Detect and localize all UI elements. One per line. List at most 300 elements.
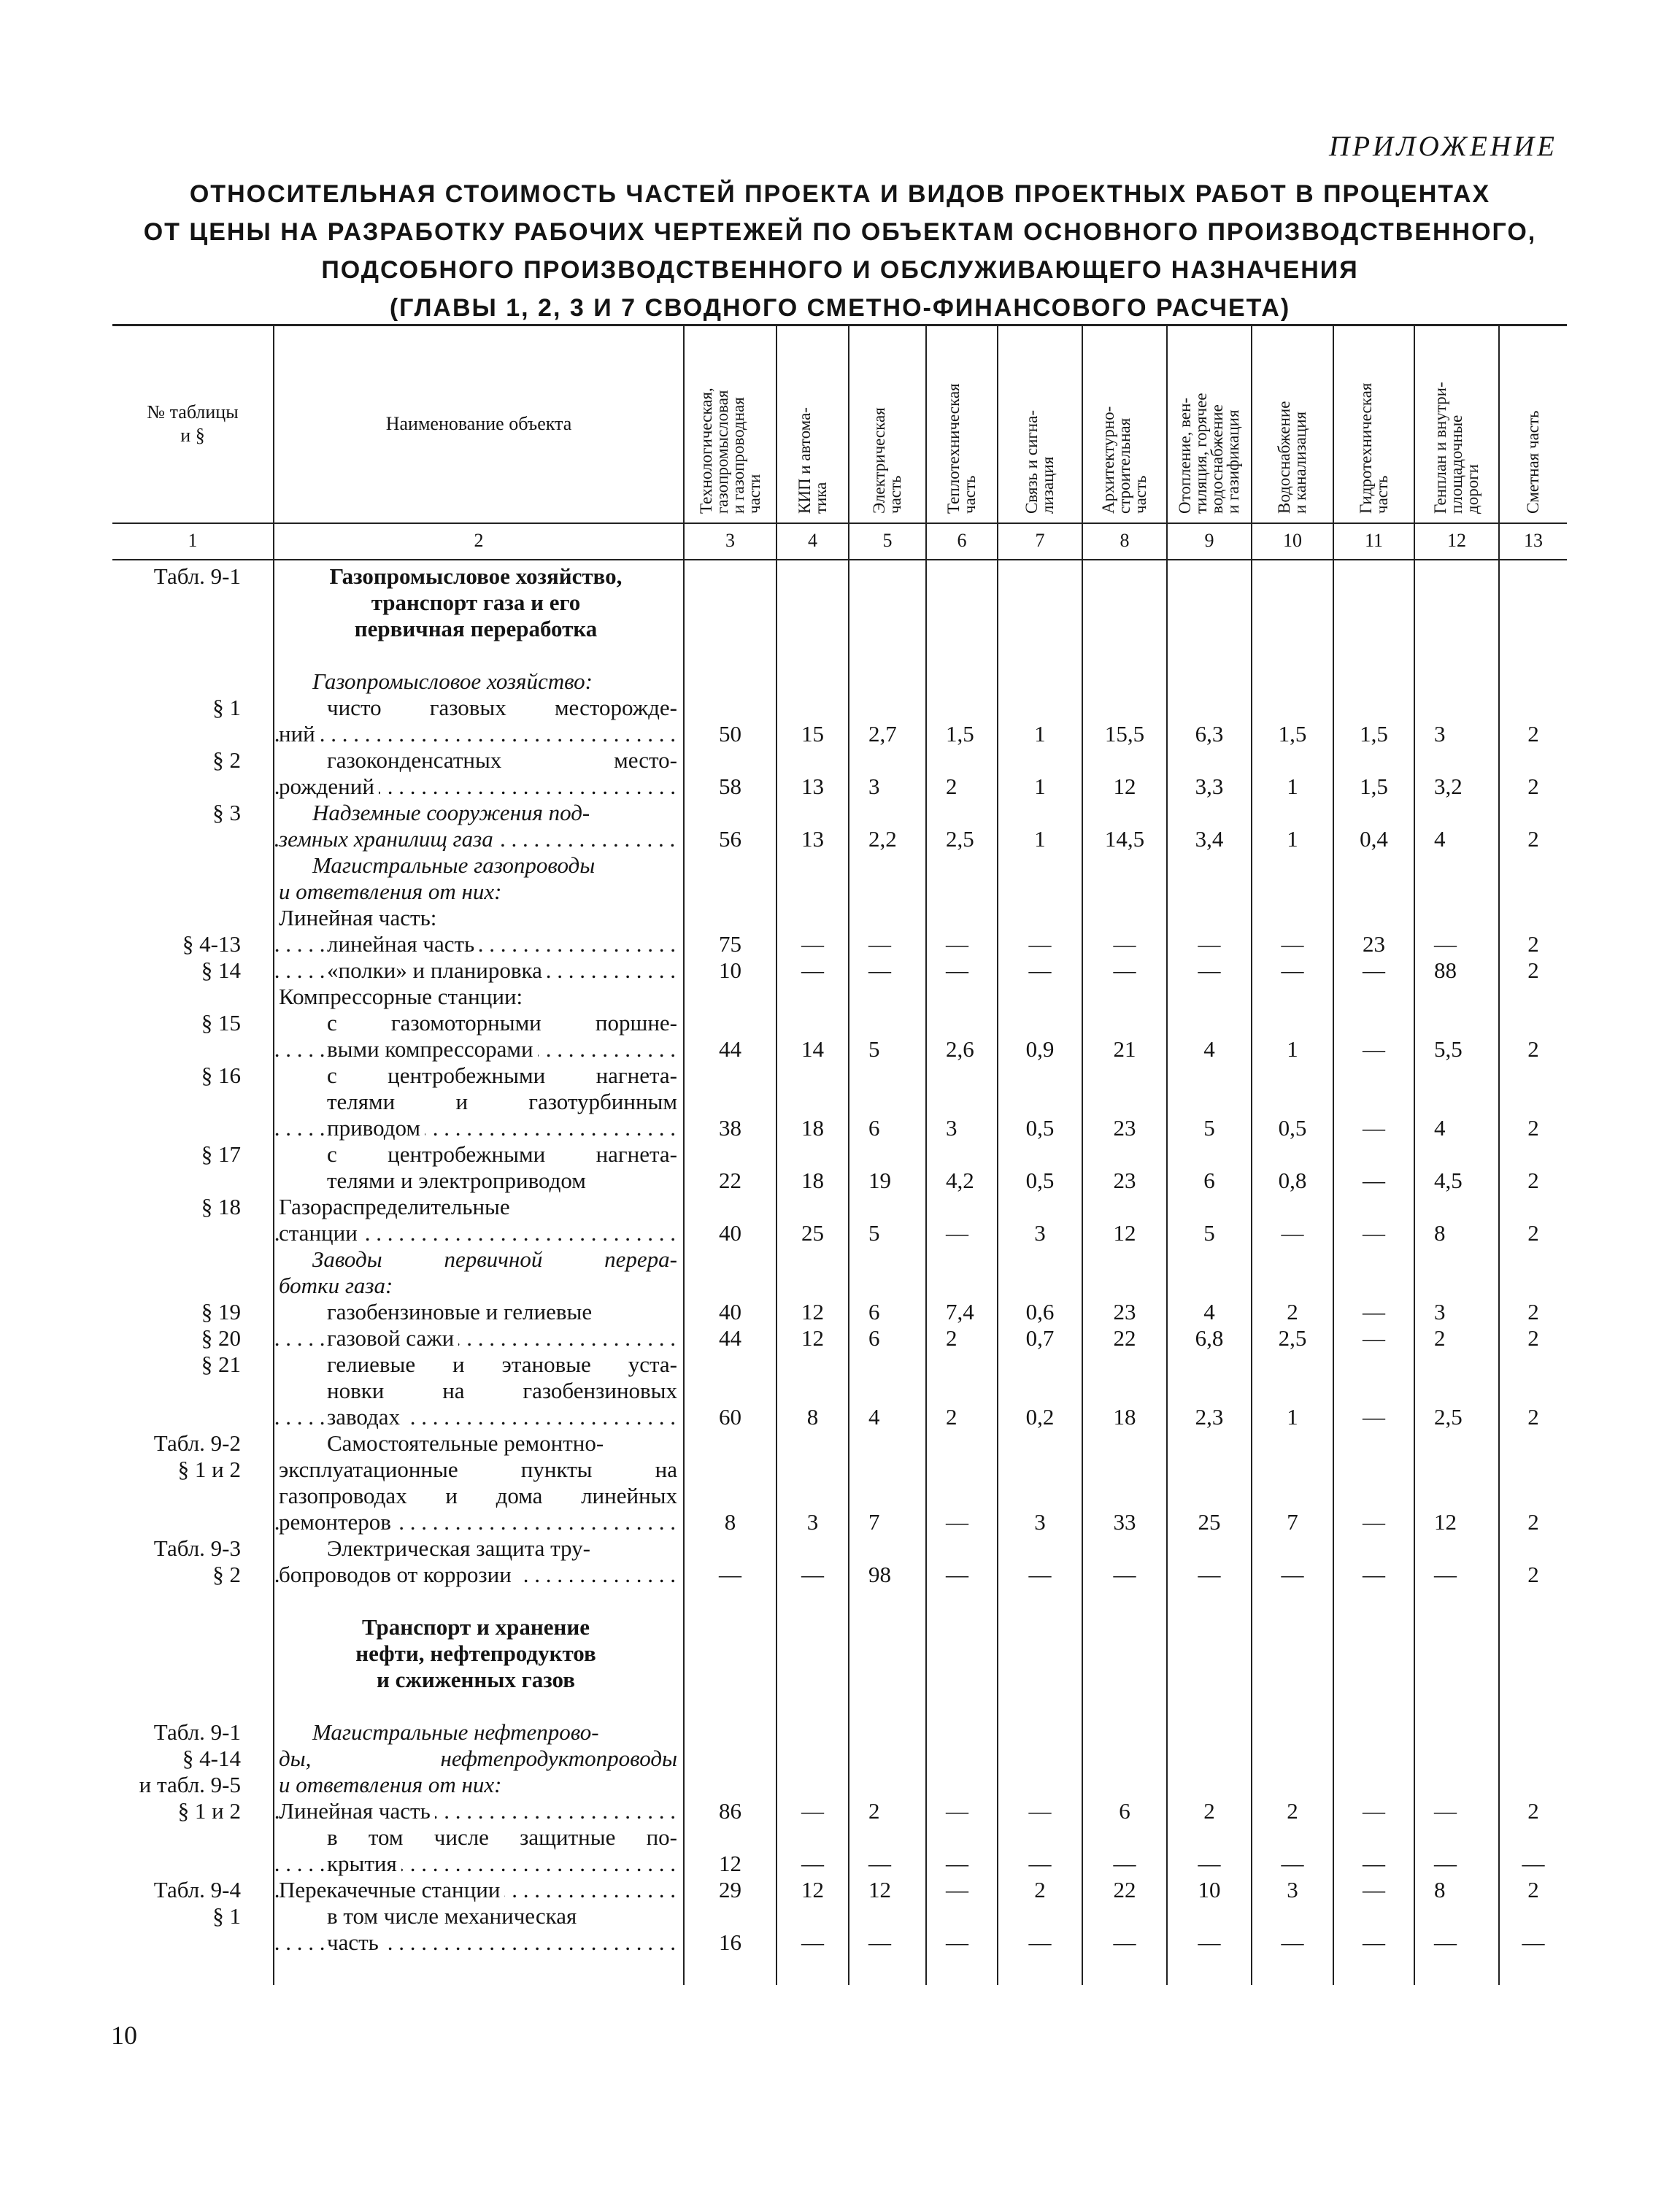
table-cell: [685, 1640, 776, 1667]
table-ref: [112, 1483, 273, 1509]
table-cell: [1415, 1378, 1498, 1404]
object-name-text: ний: [279, 721, 320, 747]
table-cell: [777, 852, 848, 879]
header-vertical-line: часть: [1372, 475, 1391, 514]
table-cell: [1083, 1535, 1166, 1562]
table-cell: —: [1198, 957, 1221, 983]
table-body: [112, 563, 1567, 1985]
header-vertical-line: тиляция, горячее: [1192, 393, 1210, 514]
table-cell: 22: [1113, 1877, 1136, 1902]
table-cell: [927, 1772, 997, 1798]
table-cell: [849, 1246, 925, 1273]
object-name-text: телями и электроприводом: [327, 1168, 586, 1193]
header-vertical-line: Связь и сигна-: [1022, 410, 1041, 514]
table-cell: [1415, 1430, 1498, 1457]
title-line: ПОДСОБНОГО ПРОИЗВОДСТВЕННОГО И ОБСЛУЖИВАЮЩЕГО НАЗНАЧЕНИЯ: [321, 256, 1359, 284]
table-cell: —: [719, 1562, 741, 1587]
table-cell: 2: [946, 774, 957, 799]
table-cell: 23: [1113, 1168, 1136, 1193]
object-name: [274, 1640, 683, 1667]
table-cell: [1168, 695, 1251, 721]
table-cell: 38: [719, 1115, 741, 1141]
header-vertical-line: Генплан и внутри-: [1431, 382, 1449, 514]
table-cell: [777, 1378, 848, 1404]
table-cell: 1,5: [1360, 721, 1388, 747]
table-cell: 98: [868, 1562, 891, 1587]
table-cell: 86: [719, 1798, 741, 1824]
table-ref: Табл. 9-2: [153, 1430, 241, 1456]
table-cell: —: [1198, 1929, 1221, 1955]
table-cell: [998, 1089, 1082, 1115]
table-cell: [1334, 1010, 1414, 1036]
table-cell: —: [1113, 1929, 1136, 1955]
table-cell: [849, 1378, 925, 1404]
table-ref: [112, 1378, 273, 1404]
table-cell: [685, 984, 776, 1010]
table-cell: [685, 695, 776, 721]
object-name: новки на газобензиновых: [327, 1378, 677, 1403]
object-name: [274, 1036, 683, 1063]
header-vertical-line: Электрическая: [870, 407, 888, 514]
table-cell: [685, 1746, 776, 1772]
table-cell: [849, 1588, 925, 1614]
object-name-text: Надземные сооружения под-: [312, 800, 590, 825]
table-cell: [849, 1772, 925, 1798]
table-cell: 12: [801, 1877, 824, 1902]
table-cell: —: [1363, 1404, 1385, 1430]
table-cell: [1415, 642, 1498, 668]
table-cell: [1083, 1693, 1166, 1719]
object-name: [274, 1667, 683, 1693]
table-cell: 2: [1527, 721, 1539, 747]
table-cell: [1500, 1693, 1567, 1719]
table-cell: [849, 1667, 925, 1693]
table-cell: [849, 852, 925, 879]
table-cell: [1334, 616, 1414, 642]
table-ref: [112, 905, 273, 931]
table-cell: [1334, 695, 1414, 721]
table-cell: [1168, 668, 1251, 695]
table-cell: 1: [1034, 774, 1046, 799]
table-cell: 3,4: [1195, 826, 1224, 852]
table-cell: [777, 1824, 848, 1851]
table-ref: и табл. 9-5: [139, 1772, 241, 1797]
object-name-text: Газопромысловое хозяйство:: [312, 668, 593, 694]
table-cell: 3: [1434, 1299, 1446, 1324]
title-line: ОТНОСИТЕЛЬНАЯ СТОИМОСТЬ ЧАСТЕЙ ПРОЕКТА И ВИДОВ ПРОЕКТНЫХ РАБОТ В ПРОЦЕНТАХ: [189, 180, 1491, 208]
table-cell: [1168, 1089, 1251, 1115]
table-ref: [112, 1824, 273, 1851]
object-name: Заводы первичной перера-: [312, 1246, 677, 1272]
table-cell: [1252, 1719, 1333, 1746]
table-cell: [1083, 905, 1166, 931]
table-cell: 60: [719, 1404, 741, 1430]
table-cell: 12: [801, 1325, 824, 1351]
header-vertical-line: дороги: [1463, 464, 1481, 514]
table-cell: [1252, 1772, 1333, 1798]
table-cell: [1334, 668, 1414, 695]
table-cell: —: [1028, 1798, 1052, 1824]
table-cell: [1252, 668, 1333, 695]
table-cell: [777, 1640, 848, 1667]
column-number: 9: [1167, 522, 1252, 559]
table-cell: [849, 879, 925, 905]
table-cell: [1083, 984, 1166, 1010]
table-cell: [777, 1693, 848, 1719]
table-cell: 0,7: [1025, 1325, 1055, 1351]
table-cell: 2: [946, 1325, 957, 1351]
title-line: (ГЛАВЫ 1, 2, 3 И 7 СВОДНОГО СМЕТНО-ФИНАНСОВОГО РАСЧЕТА): [389, 294, 1291, 322]
object-name-text: и сжиженных газов: [376, 1667, 576, 1692]
table-cell: [1168, 1010, 1251, 1036]
table-cell: [998, 616, 1082, 642]
table-cell: [998, 984, 1082, 1010]
table-cell: [998, 695, 1082, 721]
table-cell: 2: [1527, 931, 1539, 957]
column-number: 12: [1414, 522, 1499, 559]
table-cell: [1168, 905, 1251, 931]
column-number: 5: [849, 522, 926, 559]
table-cell: [1252, 905, 1333, 931]
table-ref: [112, 1614, 273, 1640]
table-cell: [849, 984, 925, 1010]
header-vertical-line: и канализация: [1291, 411, 1309, 514]
table-ref: Табл. 9-1: [153, 563, 241, 589]
table-cell: [1168, 879, 1251, 905]
table-cell: [1334, 1772, 1414, 1798]
table-cell: [1500, 1903, 1567, 1929]
table-cell: [685, 1719, 776, 1746]
header-vertical-line: Сметная часть: [1524, 410, 1542, 514]
table-cell: 5: [1203, 1220, 1215, 1246]
object-name-text: «полки» и планировка: [327, 957, 547, 983]
table-cell: [685, 1535, 776, 1562]
table-cell: 5,5: [1434, 1036, 1463, 1062]
table-cell: [777, 1483, 848, 1509]
object-name: [274, 1430, 683, 1457]
table-cell: [1252, 1141, 1333, 1168]
table-cell: [1334, 590, 1414, 616]
table-cell: [1415, 905, 1498, 931]
value-column-5: [849, 563, 926, 1985]
object-name-text: ботки газа:: [279, 1273, 393, 1298]
table-cell: 3: [868, 774, 880, 799]
table-cell: 2: [1527, 1798, 1539, 1824]
table-cell: [1415, 1640, 1498, 1667]
table-cell: [849, 695, 925, 721]
table-cell: [849, 563, 925, 590]
table-cell: 5: [1203, 1115, 1215, 1141]
table-cell: [1500, 1141, 1567, 1168]
table-cell: [998, 1772, 1082, 1798]
table-cell: [1168, 1746, 1251, 1772]
table-ref: [112, 1404, 273, 1430]
table-cell: [998, 1430, 1082, 1457]
table-cell: [1334, 1351, 1414, 1378]
table-cell: 2: [1527, 1115, 1539, 1141]
table-cell: —: [1363, 1325, 1385, 1351]
table-cell: [998, 590, 1082, 616]
table-cell: [998, 800, 1082, 826]
object-name-text: Линейная часть: [279, 1798, 435, 1824]
header-vertical-line: Архитектурно-: [1099, 406, 1117, 514]
table-cell: [777, 1194, 848, 1220]
table-cell: —: [946, 1851, 968, 1876]
object-name: [274, 1535, 683, 1562]
object-name-text: ремонтеров: [279, 1509, 396, 1535]
object-name: [274, 1325, 683, 1351]
table-cell: [998, 1824, 1082, 1851]
table-cell: [777, 879, 848, 905]
table-cell: [927, 1378, 997, 1404]
table-cell: [927, 1351, 997, 1378]
table-cell: [998, 1246, 1082, 1273]
table-cell: 6: [868, 1115, 880, 1141]
table-cell: [849, 1614, 925, 1640]
table-cell: [1083, 747, 1166, 774]
table-cell: [685, 1063, 776, 1089]
table-cell: 2: [1527, 1404, 1539, 1430]
table-ref: [112, 1667, 273, 1693]
table-cell: 5: [868, 1220, 880, 1246]
header-vertical-3: [684, 325, 777, 522]
table-cell: 6: [1119, 1798, 1130, 1824]
header-vertical-12: [1414, 325, 1499, 522]
table-cell: [1168, 1772, 1251, 1798]
object-name: [274, 931, 683, 957]
table-cell: [927, 1903, 997, 1929]
object-name: [274, 852, 683, 879]
table-cell: 58: [719, 774, 741, 799]
object-name-text: Перекачечные станции: [279, 1877, 504, 1902]
table-cell: [1083, 1010, 1166, 1036]
table-cell: [1083, 1063, 1166, 1089]
table-cell: 56: [719, 826, 741, 852]
table-cell: 1: [1287, 826, 1298, 852]
table-cell: [927, 1824, 997, 1851]
table-cell: [1415, 1746, 1498, 1772]
table-cell: [998, 852, 1082, 879]
table-cell: [1252, 642, 1333, 668]
table-cell: [1252, 1614, 1333, 1640]
table-cell: 3: [946, 1115, 957, 1141]
value-column-4: [777, 563, 849, 1985]
header-vertical-line: и газопроводная: [728, 397, 747, 514]
table-cell: [685, 1010, 776, 1036]
table-cell: [1334, 905, 1414, 931]
table-cell: [1083, 563, 1166, 590]
value-column-7: [998, 563, 1082, 1985]
table-cell: —: [1363, 957, 1385, 983]
table-cell: [1500, 1351, 1567, 1378]
table-cell: 29: [719, 1877, 741, 1902]
table-cell: 1,5: [946, 721, 974, 747]
table-cell: —: [1028, 1562, 1052, 1587]
object-name: [274, 1929, 683, 1956]
table-cell: 2: [1527, 826, 1539, 852]
object-name-text: Линейная часть:: [279, 905, 437, 930]
object-name-text: Магистральные газопроводы: [312, 852, 596, 878]
table-cell: [849, 1351, 925, 1378]
table-cell: [777, 1903, 848, 1929]
table-cell: —: [946, 1220, 968, 1246]
table-cell: [927, 1246, 997, 1273]
table-cell: [998, 1273, 1082, 1299]
table-cell: [998, 747, 1082, 774]
table-cell: [777, 1719, 848, 1746]
table-cell: [777, 1667, 848, 1693]
object-name: [274, 590, 683, 616]
table-cell: [685, 1772, 776, 1798]
table-cell: [998, 1194, 1082, 1220]
table-cell: [1252, 1089, 1333, 1115]
table-cell: [1334, 1430, 1414, 1457]
object-name: [274, 1693, 683, 1719]
table-cell: 6: [1203, 1168, 1215, 1193]
table-cell: [1083, 590, 1166, 616]
table-cell: [777, 984, 848, 1010]
table-cell: 2: [1203, 1798, 1215, 1824]
table-cell: [998, 1141, 1082, 1168]
table-cell: 6,3: [1195, 721, 1224, 747]
object-name: [274, 879, 683, 905]
object-name-text: Газопромысловое хозяйство,: [329, 563, 623, 589]
object-name: с центробежными нагнета-: [327, 1063, 677, 1088]
table-cell: 2: [868, 1798, 880, 1824]
table-cell: [927, 1614, 997, 1640]
table-cell: [1083, 1273, 1166, 1299]
table-cell: [1168, 1273, 1251, 1299]
table-cell: [777, 563, 848, 590]
table-cell: 0,5: [1278, 1115, 1307, 1141]
table-cell: [849, 1535, 925, 1562]
table-cell: [1083, 1746, 1166, 1772]
table-cell: —: [1434, 1562, 1457, 1587]
table-ref: [112, 852, 273, 879]
table-cell: [849, 1693, 925, 1719]
table-cell: —: [1028, 1929, 1052, 1955]
table-ref: § 19: [201, 1299, 241, 1324]
table-cell: 44: [719, 1325, 741, 1351]
table-cell: [1500, 1273, 1567, 1299]
object-name-text: Компрессорные станции:: [279, 984, 523, 1009]
table-ref: Табл. 9-3: [153, 1535, 241, 1561]
table-cell: [1083, 1614, 1166, 1640]
object-name: [274, 1614, 683, 1640]
object-name: [274, 1220, 683, 1246]
table-cell: [1083, 1824, 1166, 1851]
table-cell: 2,5: [1434, 1404, 1463, 1430]
table-cell: [1415, 1063, 1498, 1089]
table-cell: [777, 668, 848, 695]
table-cell: [1252, 747, 1333, 774]
table-cell: 4,5: [1434, 1168, 1463, 1193]
table-cell: [1083, 879, 1166, 905]
table-cell: [1252, 1535, 1333, 1562]
table-cell: 23: [1363, 931, 1385, 957]
table-cell: [1168, 1693, 1251, 1719]
table-cell: [1083, 1483, 1166, 1509]
table-cell: [927, 1640, 997, 1667]
object-name-text: газобензиновые и гелиевые: [327, 1299, 593, 1324]
table-cell: [1083, 1194, 1166, 1220]
table-cell: [927, 747, 997, 774]
table-ref: § 1: [212, 695, 241, 720]
table-cell: 21: [1113, 1036, 1136, 1062]
table-cell: [1334, 1063, 1414, 1089]
object-name: эксплуатационные пункты на: [279, 1457, 677, 1482]
table-cell: [1415, 1089, 1498, 1115]
table-cell: [1415, 1246, 1498, 1273]
table-cell: [849, 1430, 925, 1457]
table-cell: [1083, 1378, 1166, 1404]
table-cell: 22: [719, 1168, 741, 1193]
header-vertical-7: [998, 325, 1082, 522]
table-cell: [685, 1089, 776, 1115]
table-cell: 2: [1527, 1562, 1539, 1587]
object-name: [274, 905, 683, 931]
value-column-9: [1167, 563, 1252, 1985]
object-name-text: и ответвления от них:: [279, 879, 502, 904]
table-cell: [849, 1273, 925, 1299]
table-cell: [1415, 1141, 1498, 1168]
table-cell: [1252, 1246, 1333, 1273]
table-cell: [998, 668, 1082, 695]
header-vertical-line: часть: [960, 475, 979, 514]
table-cell: 1: [1287, 1404, 1298, 1430]
table-cell: 4: [1434, 1115, 1446, 1141]
table-cell: —: [946, 1798, 968, 1824]
header-name-column: Наименование объекта: [274, 325, 684, 522]
table-cell: 88: [1434, 957, 1457, 983]
table-ref: § 15: [201, 1010, 241, 1036]
table-cell: —: [1113, 1562, 1136, 1587]
column-number: 4: [777, 522, 849, 559]
table-cell: 4,2: [946, 1168, 974, 1193]
object-name: с газомоторными поршне-: [327, 1010, 677, 1036]
table-cell: [685, 1903, 776, 1929]
table-ref: [112, 642, 273, 668]
value-column-11: [1333, 563, 1414, 1985]
table-cell: 3: [1287, 1877, 1298, 1902]
table-cell: 22: [1113, 1325, 1136, 1351]
table-cell: 0,4: [1360, 826, 1388, 852]
table-cell: [1168, 590, 1251, 616]
table-cell: [1334, 852, 1414, 879]
table-cell: [1415, 590, 1498, 616]
table-cell: [1334, 1588, 1414, 1614]
table-cell: [1168, 1063, 1251, 1089]
object-name: [274, 721, 683, 747]
table-cell: [849, 1063, 925, 1089]
table-cell: —: [801, 1929, 824, 1955]
header-vertical-5: [849, 325, 926, 522]
table-cell: [849, 616, 925, 642]
table-cell: 2: [1527, 1299, 1539, 1324]
table-cell: 15,5: [1104, 721, 1145, 747]
table-cell: [1500, 616, 1567, 642]
table-cell: 2,3: [1195, 1404, 1224, 1430]
table-cell: [1334, 1667, 1414, 1693]
table-ref: § 1 и 2: [177, 1457, 241, 1482]
table-cell: [1334, 1693, 1414, 1719]
table-ref: [112, 1168, 273, 1194]
table-cell: 18: [801, 1115, 824, 1141]
table-cell: 2,7: [868, 721, 897, 747]
table-cell: 12: [801, 1299, 824, 1324]
table-ref: § 2: [212, 1562, 241, 1587]
table-cell: [685, 1483, 776, 1509]
